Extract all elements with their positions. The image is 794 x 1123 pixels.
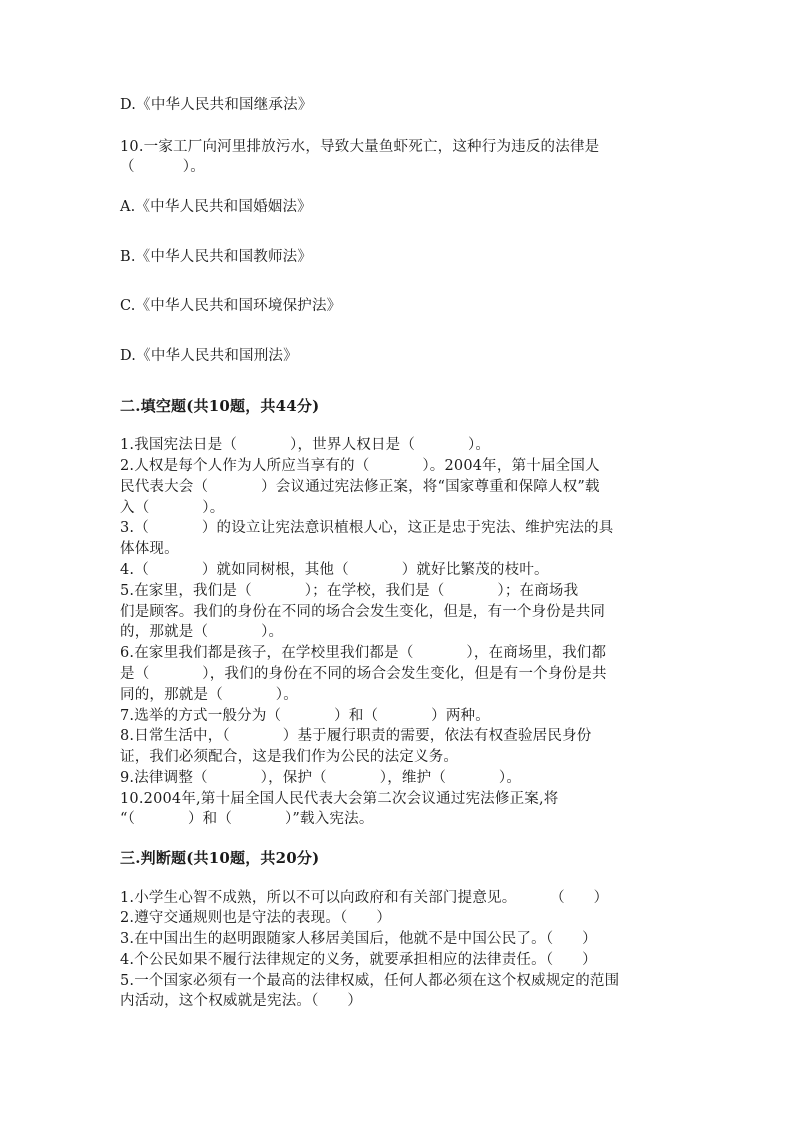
fill-line: 证，我们必须配合，这是我们作为公民的法定义务。 bbox=[120, 749, 459, 765]
fill-line: 6.在家里我们都是孩子，在学校里我们都是（ ），在商场里，我们都 bbox=[120, 645, 607, 661]
fill-line: “（ ）和（ ）”载入宪法。 bbox=[120, 811, 374, 827]
q10-option-a: A.《中华人民共和国婚姻法》 bbox=[120, 199, 312, 215]
fill-line: 7.选举的方式一般分为（ ）和（ ）两种。 bbox=[120, 708, 490, 724]
q10-option-b: B.《中华人民共和国教师法》 bbox=[120, 249, 313, 265]
fill-line: 的，那就是（ ）。 bbox=[120, 624, 284, 640]
judge-line: 内活动，这个权威就是宪法。（ ） bbox=[120, 993, 363, 1009]
fill-line: 9.法律调整（ ），保护（ ），维护（ ）。 bbox=[120, 770, 522, 786]
fill-line: 5.在家里，我们是（ ）；在学校，我们是（ ）；在商场我 bbox=[120, 583, 579, 599]
fill-line: 2.人权是每个人作为人所应当享有的（ ）。2004年，第十届全国人 bbox=[120, 458, 600, 474]
fill-line: 4.（ ）就如同树根，其他（ ）就好比繁茂的枝叶。 bbox=[120, 562, 549, 578]
section3-heading: 三.判断题(共10题，共20分) bbox=[120, 849, 320, 867]
fill-line: 1.我国宪法日是（ ），世界人权日是（ ）。 bbox=[120, 437, 491, 453]
q10-stem-line2: （ ）。 bbox=[120, 159, 205, 175]
q9-option-d: D.《中华人民共和国继承法》 bbox=[120, 97, 313, 113]
fill-line: 同的，那就是（ ）。 bbox=[120, 687, 298, 703]
fill-line: 3.（ ）的设立让宪法意识植根人心，这正是忠于宪法、维护宪法的具 bbox=[120, 520, 614, 536]
fill-line: 民代表大会（ ）会议通过宪法修正案，将“国家尊重和保障人权”载 bbox=[120, 479, 600, 495]
q10-option-d: D.《中华人民共和国刑法》 bbox=[120, 348, 298, 364]
judge-line: 4.个公民如果不履行法律规定的义务，就要承担相应的法律责任。（ ） bbox=[120, 952, 597, 968]
judge-line: 2.遵守交通规则也是守法的表现。（ ） bbox=[120, 910, 392, 926]
q10-option-c: C.《中华人民共和国环境保护法》 bbox=[120, 298, 342, 314]
fill-line: 入（ ）。 bbox=[120, 500, 225, 516]
fill-line: 8.日常生活中，（ ）基于履行职责的需要，依法有权查验居民身份 bbox=[120, 728, 592, 744]
fill-line: 们是顾客。我们的身份在不同的场合会发生变化，但是，有一个身份是共同 bbox=[120, 604, 606, 620]
judge-line: 1.小学生心智不成熟，所以不可以向政府和有关部门提意见。 （ ） bbox=[120, 890, 609, 906]
fill-line: 是（ ），我们的身份在不同的场合会发生变化，但是有一个身份是共 bbox=[120, 666, 607, 682]
judge-line: 5.一个国家必须有一个最高的法律权威，任何人都必须在这个权威规定的范围 bbox=[120, 973, 620, 989]
section2-heading: 二.填空题(共10题，共44分) bbox=[120, 397, 320, 415]
fill-line: 10.2004年,第十届全国人民代表大会第二次会议通过宪法修正案,将 bbox=[120, 791, 559, 807]
fill-line: 体体现。 bbox=[120, 541, 179, 557]
q10-stem-line1: 10.一家工厂向河里排放污水，导致大量鱼虾死亡，这种行为违反的法律是 bbox=[120, 139, 600, 155]
judge-line: 3.在中国出生的赵明跟随家人移居美国后，他就不是中国公民了。（ ） bbox=[120, 931, 597, 947]
